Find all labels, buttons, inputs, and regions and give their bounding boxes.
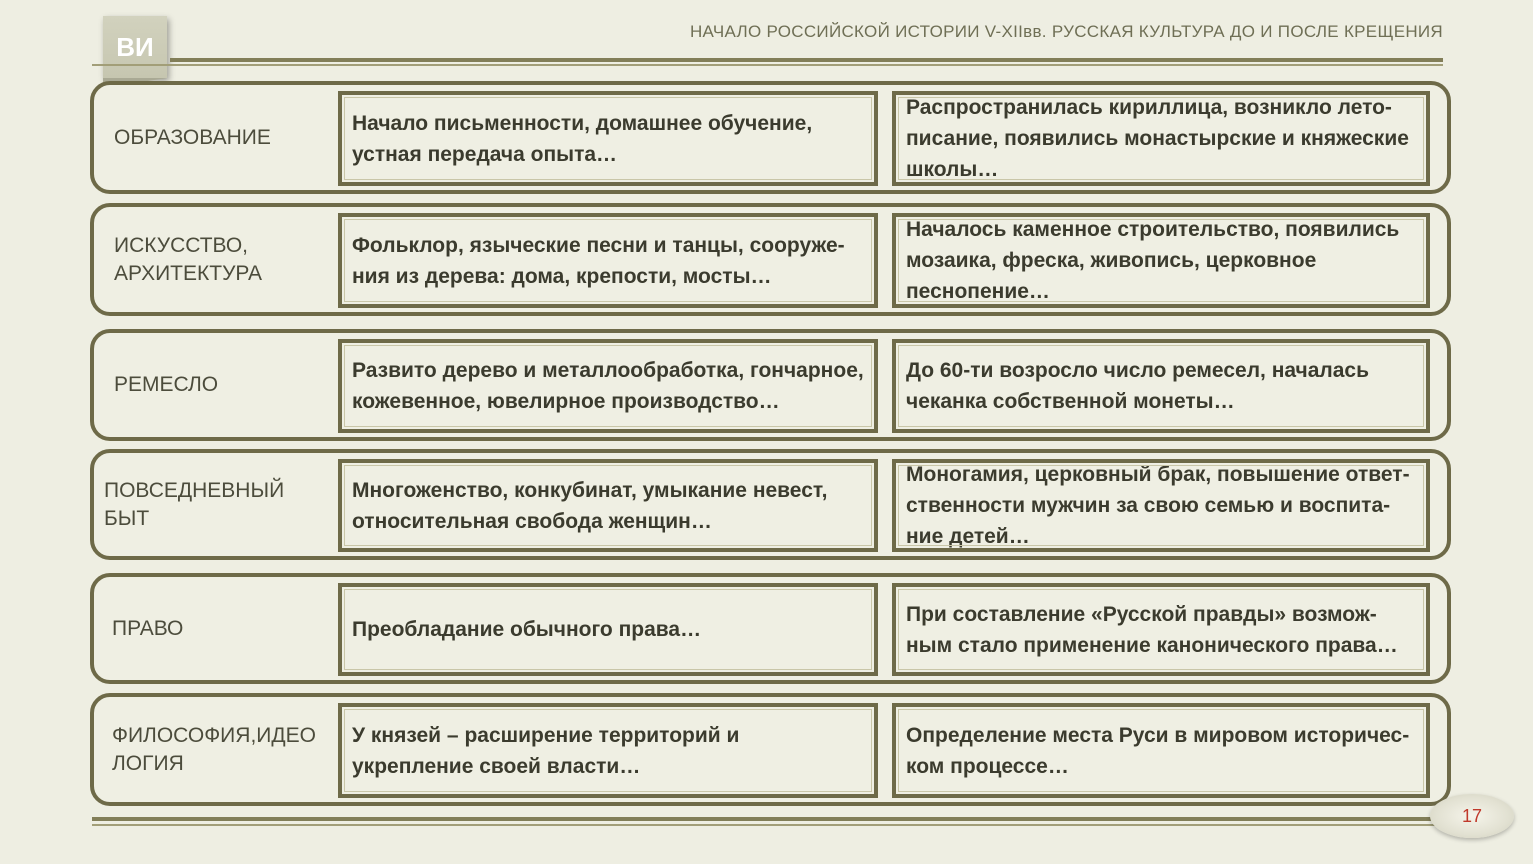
cell-before-christianization: Многоженство, конкубинат, умыкание невест, относительная свобода женщин… [338, 459, 878, 552]
top-divider-thin [92, 64, 1443, 66]
cell-before-christianization: Преобладание обычного права… [338, 583, 878, 676]
table-row-craft [90, 329, 1451, 441]
table-row-everyday-life [90, 449, 1451, 560]
bottom-divider-thin [92, 824, 1443, 826]
page-number [1430, 794, 1514, 838]
cell-after-christianization: Распространилась кириллица, возникло лето-писание, появились монастырские и княжеские школы… [892, 91, 1430, 186]
cell-after-christianization: При составление «Русской правды» возмож-ным стало применение канонического права… [892, 583, 1430, 676]
table-row-education [90, 81, 1451, 194]
cell-before-christianization: У князей – расширение территорий и укрепление своей власти… [338, 703, 878, 798]
page-number-label: 17 [1461, 805, 1483, 826]
table-row-art-architecture [90, 203, 1451, 316]
row-label: ПОВСЕДНЕВНЫЙ БЫТ [104, 478, 285, 530]
cell-after-christianization: Моногамия, церковный брак, повышение ответ-ственности мужчин за свою семью и воспита-ние детей… [892, 459, 1430, 552]
table-row-law [90, 573, 1451, 684]
row-label: ФИЛОСОФИЯ,ИДЕО ЛОГИЯ [112, 723, 316, 775]
page-title: НАЧАЛО РОССИЙСКОЙ ИСТОРИИ V-XIIвв. РУССКАЯ КУЛЬТУРА ДО И ПОСЛЕ КРЕЩЕНИЯ [689, 22, 1443, 41]
row-label: ИСКУССТВО, АРХИТЕКТУРА [114, 233, 263, 285]
section-tab-label: ВИ [116, 31, 154, 62]
cell-after-christianization: Определение места Руси в мировом историчес-ком процессе… [892, 703, 1430, 798]
section-tab [103, 16, 167, 78]
cell-before-christianization: Развито дерево и металлообработка, гончарное, кожевенное, ювелирное производство… [338, 339, 878, 433]
cell-before-christianization: Начало письменности, домашнее обучение, устная передача опыта… [338, 91, 878, 186]
top-divider [170, 58, 1443, 62]
table-row-philosophy-ideology [90, 693, 1451, 806]
row-label: ПРАВО [112, 616, 184, 640]
bottom-divider [92, 817, 1443, 821]
cell-after-christianization: Началось каменное строительство, появились мозаика, фреска, живопись, церковное песнопение… [892, 213, 1430, 308]
cell-after-christianization: До 60-ти возросло число ремесел, началась чеканка собственной монеты… [892, 339, 1430, 433]
row-label: ОБРАЗОВАНИЕ [114, 125, 271, 149]
cell-before-christianization: Фольклор, языческие песни и танцы, сооруже-ния из дерева: дома, крепости, мосты… [338, 213, 878, 308]
row-label: РЕМЕСЛО [114, 373, 219, 396]
